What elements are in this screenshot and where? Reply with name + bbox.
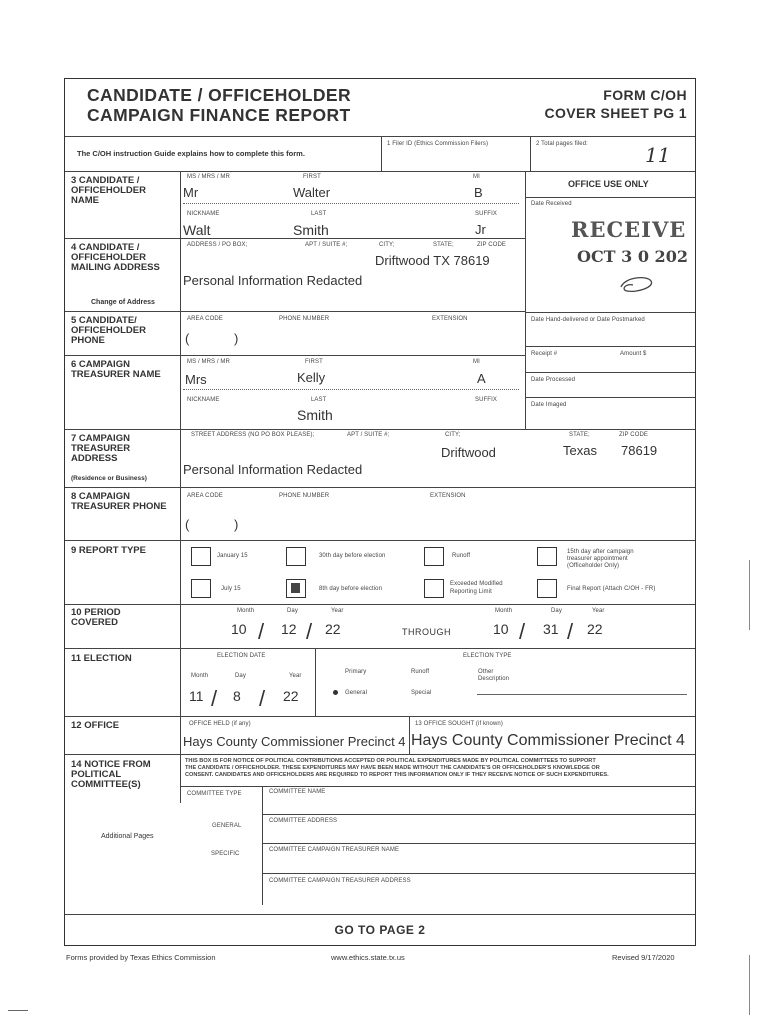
report-type-label: 9 REPORT TYPE (71, 545, 146, 556)
candidate-address-label: 4 CANDIDATE / OFFICEHOLDER MAILING ADDRESS (71, 242, 160, 273)
prefix-header: MS / MRS / MR (187, 359, 230, 365)
period-covered-label: 10 PERIOD COVERED (71, 607, 121, 628)
received-stamp: RECEIVE (571, 217, 687, 242)
report-type-15day-checkbox[interactable] (537, 547, 557, 566)
received-stamp-date: OCT 3 0 202 (577, 247, 688, 266)
election-day[interactable]: 8 (233, 688, 241, 704)
campaign-finance-form (64, 78, 696, 946)
candidate-area-open-paren: ( (185, 331, 190, 346)
period-to-month[interactable]: 10 (493, 621, 509, 637)
report-type-15day-label-2: treasurer appointment (567, 556, 628, 562)
treasurer-area-open-paren: ( (185, 517, 190, 532)
last-header: LAST (311, 211, 327, 217)
report-type-30day-checkbox[interactable] (286, 547, 306, 566)
election-month-header: Month (191, 673, 209, 679)
candidate-phone-label: 5 CANDIDATE/ OFFICEHOLDER PHONE (71, 315, 146, 346)
treasurer-first-name[interactable]: Kelly (297, 370, 326, 385)
initials-scribble (617, 273, 657, 297)
date-imaged-label: Date Imaged (531, 402, 567, 408)
election-runoff-label: Runoff (411, 669, 430, 675)
period-from-day-header: Day (287, 608, 298, 614)
office-label: 12 OFFICE (71, 720, 120, 731)
change-of-address: Change of Address (91, 299, 155, 306)
period-from-day[interactable]: 12 (281, 621, 297, 637)
residence-or-business: (Residence or Business) (71, 475, 147, 482)
state-header: STATE; (433, 242, 454, 248)
election-primary-label: Primary (345, 669, 367, 675)
extension-header: EXTENSION (432, 316, 468, 322)
date-separator: / (259, 686, 266, 711)
hand-delivered-label: Date Hand-delivered or Date Postmarked (531, 317, 645, 323)
election-special-label: Special (411, 690, 432, 696)
period-to-year-header: Year (592, 608, 605, 614)
candidate-nickname[interactable]: Walt (183, 222, 211, 238)
date-separator: / (519, 619, 526, 644)
period-from-month-header: Month (237, 608, 255, 614)
additional-pages-label: Additional Pages (101, 833, 154, 840)
first-header: FIRST (303, 174, 321, 180)
receipt-label: Receipt # (531, 351, 558, 357)
suffix-header: SUFFIX (475, 397, 497, 403)
treasurer-zip[interactable]: 78619 (621, 443, 658, 458)
report-type-exceeded-label-2: Reporting Limit (450, 589, 492, 595)
date-processed-label: Date Processed (531, 377, 576, 383)
filer-id-field[interactable] (390, 151, 524, 167)
report-type-january-label: January 15 (217, 553, 248, 559)
treasurer-phone-label: 8 CAMPAIGN TREASURER PHONE (71, 491, 167, 512)
area-code-header: AREA CODE (187, 316, 223, 322)
total-pages-value[interactable]: 11 (645, 143, 671, 167)
nickname-header: NICKNAME (187, 211, 220, 217)
notice-line-1: THIS BOX IS FOR NOTICE OF POLITICAL CONTRIBUTIONS ACCEPTED OR POLITICAL EXPENDITURES MADE BY POLITICAL COMMITTEES TO SUPPORT (185, 758, 596, 764)
mi-header: MI (473, 359, 480, 365)
through-label: THROUGH (402, 627, 451, 637)
committee-address-header: COMMITTEE ADDRESS (269, 818, 338, 824)
last-header: LAST (311, 397, 327, 403)
form-title-line1: CANDIDATE / OFFICEHOLDER (87, 85, 351, 105)
date-separator: / (258, 619, 265, 644)
date-separator: / (306, 619, 313, 644)
treasurer-name-label: 6 CAMPAIGN TREASURER NAME (71, 359, 161, 380)
apt-header: APT / SUITE #; (347, 432, 390, 438)
extension-header: EXTENSION (430, 493, 466, 499)
phone-number-header: PHONE NUMBER (279, 493, 330, 499)
election-label: 11 ELECTION (71, 653, 132, 664)
apt-header: APT / SUITE #; (305, 242, 348, 248)
treasurer-mi[interactable]: A (477, 371, 486, 386)
candidate-last-name[interactable]: Smith (293, 222, 329, 238)
cover-sheet-label: COVER SHEET PG 1 (544, 105, 687, 121)
committee-treasurer-address-header: COMMITTEE CAMPAIGN TREASURER ADDRESS (269, 878, 411, 884)
election-year[interactable]: 22 (283, 688, 299, 704)
committee-name-header: COMMITTEE NAME (269, 789, 326, 795)
prefix-header: MS / MRS / MR (187, 174, 230, 180)
treasurer-city[interactable]: Driftwood (441, 445, 496, 460)
election-other-label: Other (478, 669, 494, 675)
footer-revised: Revised 9/17/2020 (612, 953, 675, 962)
period-to-year[interactable]: 22 (587, 621, 603, 637)
form-code: FORM C/OH (603, 87, 687, 103)
office-sought-header: 13 OFFICE SOUGHT (if known) (415, 721, 503, 727)
report-type-8day-label: 8th day before election (319, 586, 383, 592)
candidate-street-address[interactable]: Personal Information Redacted (183, 273, 363, 288)
election-general-label: General (345, 690, 368, 696)
notice-line-2: THE CANDIDATE / OFFICEHOLDER. THESE EXPENDITURES MAY HAVE BEEN MADE WITHOUT THE CANDIDATE'S OR OFFICEHOLDER'S KNOWLEDGE OR (185, 765, 600, 771)
scan-edge-mark (749, 955, 750, 1015)
area-code-header: AREA CODE (187, 493, 223, 499)
date-separator: / (567, 619, 574, 644)
checkmark-icon (291, 583, 300, 593)
candidate-area-close-paren: ) (234, 331, 239, 346)
treasurer-street-address[interactable]: Personal Information Redacted (183, 462, 363, 477)
committee-notice-text (185, 758, 609, 779)
report-type-exceeded-label: Exceeded Modified (450, 581, 503, 587)
first-header: FIRST (305, 359, 323, 365)
period-from-year[interactable]: 22 (325, 621, 341, 637)
office-held-value[interactable]: Hays County Commissioner Precinct 4 (183, 734, 406, 749)
city-header: CITY; (379, 242, 395, 248)
treasurer-prefix[interactable]: Mrs (185, 372, 207, 387)
committee-notice-label: 14 NOTICE FROM POLITICAL COMMITTEE(S) (71, 759, 151, 790)
election-other-description-field[interactable] (477, 694, 687, 695)
period-to-month-header: Month (495, 608, 513, 614)
total-pages-label: 2 Total pages filed: (536, 141, 588, 147)
report-type-8day-checkbox[interactable] (286, 579, 306, 598)
street-header: STREET ADDRESS (NO PO BOX PLEASE); (191, 432, 315, 438)
election-year-header: Year (289, 673, 302, 679)
election-day-header: Day (235, 673, 246, 679)
phone-number-header: PHONE NUMBER (279, 316, 330, 322)
report-type-final-checkbox[interactable] (537, 579, 557, 598)
treasurer-area-close-paren: ) (234, 517, 239, 532)
report-type-exceeded-checkbox[interactable] (424, 579, 444, 598)
report-type-january-checkbox[interactable] (191, 547, 211, 566)
state-header: STATE; (569, 432, 590, 438)
candidate-prefix[interactable]: Mr (183, 185, 199, 200)
candidate-name-label: 3 CANDIDATE / OFFICEHOLDER NAME (71, 175, 146, 206)
footer-website[interactable]: www.ethics.state.tx.us (331, 953, 405, 962)
office-use-title: OFFICE USE ONLY (568, 179, 649, 189)
zip-header: ZIP CODE (477, 242, 507, 248)
candidate-suffix[interactable]: Jr (475, 222, 486, 237)
office-held-header: OFFICE HELD (if any) (189, 721, 251, 727)
period-to-day-header: Day (551, 608, 562, 614)
treasurer-address-label: 7 CAMPAIGN TREASURER ADDRESS (71, 433, 131, 464)
election-type-header: ELECTION TYPE (463, 653, 512, 659)
committee-type-general-label: GENERAL (212, 823, 242, 829)
general-selected-mark[interactable] (333, 690, 338, 695)
period-to-day[interactable]: 31 (543, 621, 559, 637)
scan-edge-mark (749, 560, 750, 630)
footer-provider: Forms provided by Texas Ethics Commission (66, 953, 216, 962)
city-header: CITY; (445, 432, 461, 438)
election-other-description-label: Description (478, 676, 510, 682)
instruction-text: The C/OH instruction Guide explains how to complete this form. (77, 149, 305, 158)
candidate-mi[interactable]: B (474, 185, 483, 200)
report-type-july-checkbox[interactable] (191, 579, 211, 598)
treasurer-last-name[interactable]: Smith (297, 407, 333, 423)
report-type-15day-label-3: (Officeholder Only) (567, 563, 620, 569)
candidate-city-state-zip[interactable]: Driftwood TX 78619 (375, 253, 490, 268)
report-type-30day-label: 30th day before election (319, 553, 386, 559)
date-separator: / (211, 686, 218, 711)
report-type-15day-label: 15th day after campaign (567, 549, 634, 555)
amount-label: Amount $ (620, 351, 647, 357)
report-type-runoff-label: Runoff (452, 553, 471, 559)
report-type-runoff-checkbox[interactable] (424, 547, 444, 566)
suffix-header: SUFFIX (475, 211, 497, 217)
election-date-header: ELECTION DATE (217, 653, 266, 659)
address-header: ADDRESS / PO BOX; (187, 242, 248, 248)
zip-header: ZIP CODE (619, 432, 649, 438)
committee-type-specific-label: SPECIFIC (211, 851, 240, 857)
period-from-month[interactable]: 10 (231, 621, 247, 637)
notice-line-3: CONSENT. CANDIDATES AND OFFICEHOLDERS ARE REQUIRED TO REPORT THIS INFORMATION ONLY IF THEY RECEIVE NOTICE OF SUCH EXPENDITURES. (185, 772, 609, 778)
mi-header: MI (473, 174, 480, 180)
election-month[interactable]: 11 (189, 688, 204, 704)
committee-type-header: COMMITTEE TYPE (187, 791, 242, 797)
form-title-line2: CAMPAIGN FINANCE REPORT (87, 105, 351, 125)
nickname-header: NICKNAME (187, 397, 220, 403)
scan-corner-mark (8, 1010, 28, 1011)
committee-treasurer-name-header: COMMITTEE CAMPAIGN TREASURER NAME (269, 847, 400, 853)
treasurer-state[interactable]: Texas (563, 443, 597, 458)
report-type-july-label: July 15 (221, 586, 241, 592)
candidate-first-name[interactable]: Walter (293, 185, 331, 200)
go-to-page-2: GO TO PAGE 2 (334, 923, 426, 937)
date-received-label: Date Received (531, 201, 572, 207)
period-from-year-header: Year (331, 608, 344, 614)
report-type-final-label: Final Report (Attach C/OH - FR) (567, 586, 656, 592)
filer-id-label: 1 Filer ID (Ethics Commission Filers) (387, 141, 489, 147)
office-sought-value[interactable]: Hays County Commissioner Precinct 4 (411, 732, 685, 749)
